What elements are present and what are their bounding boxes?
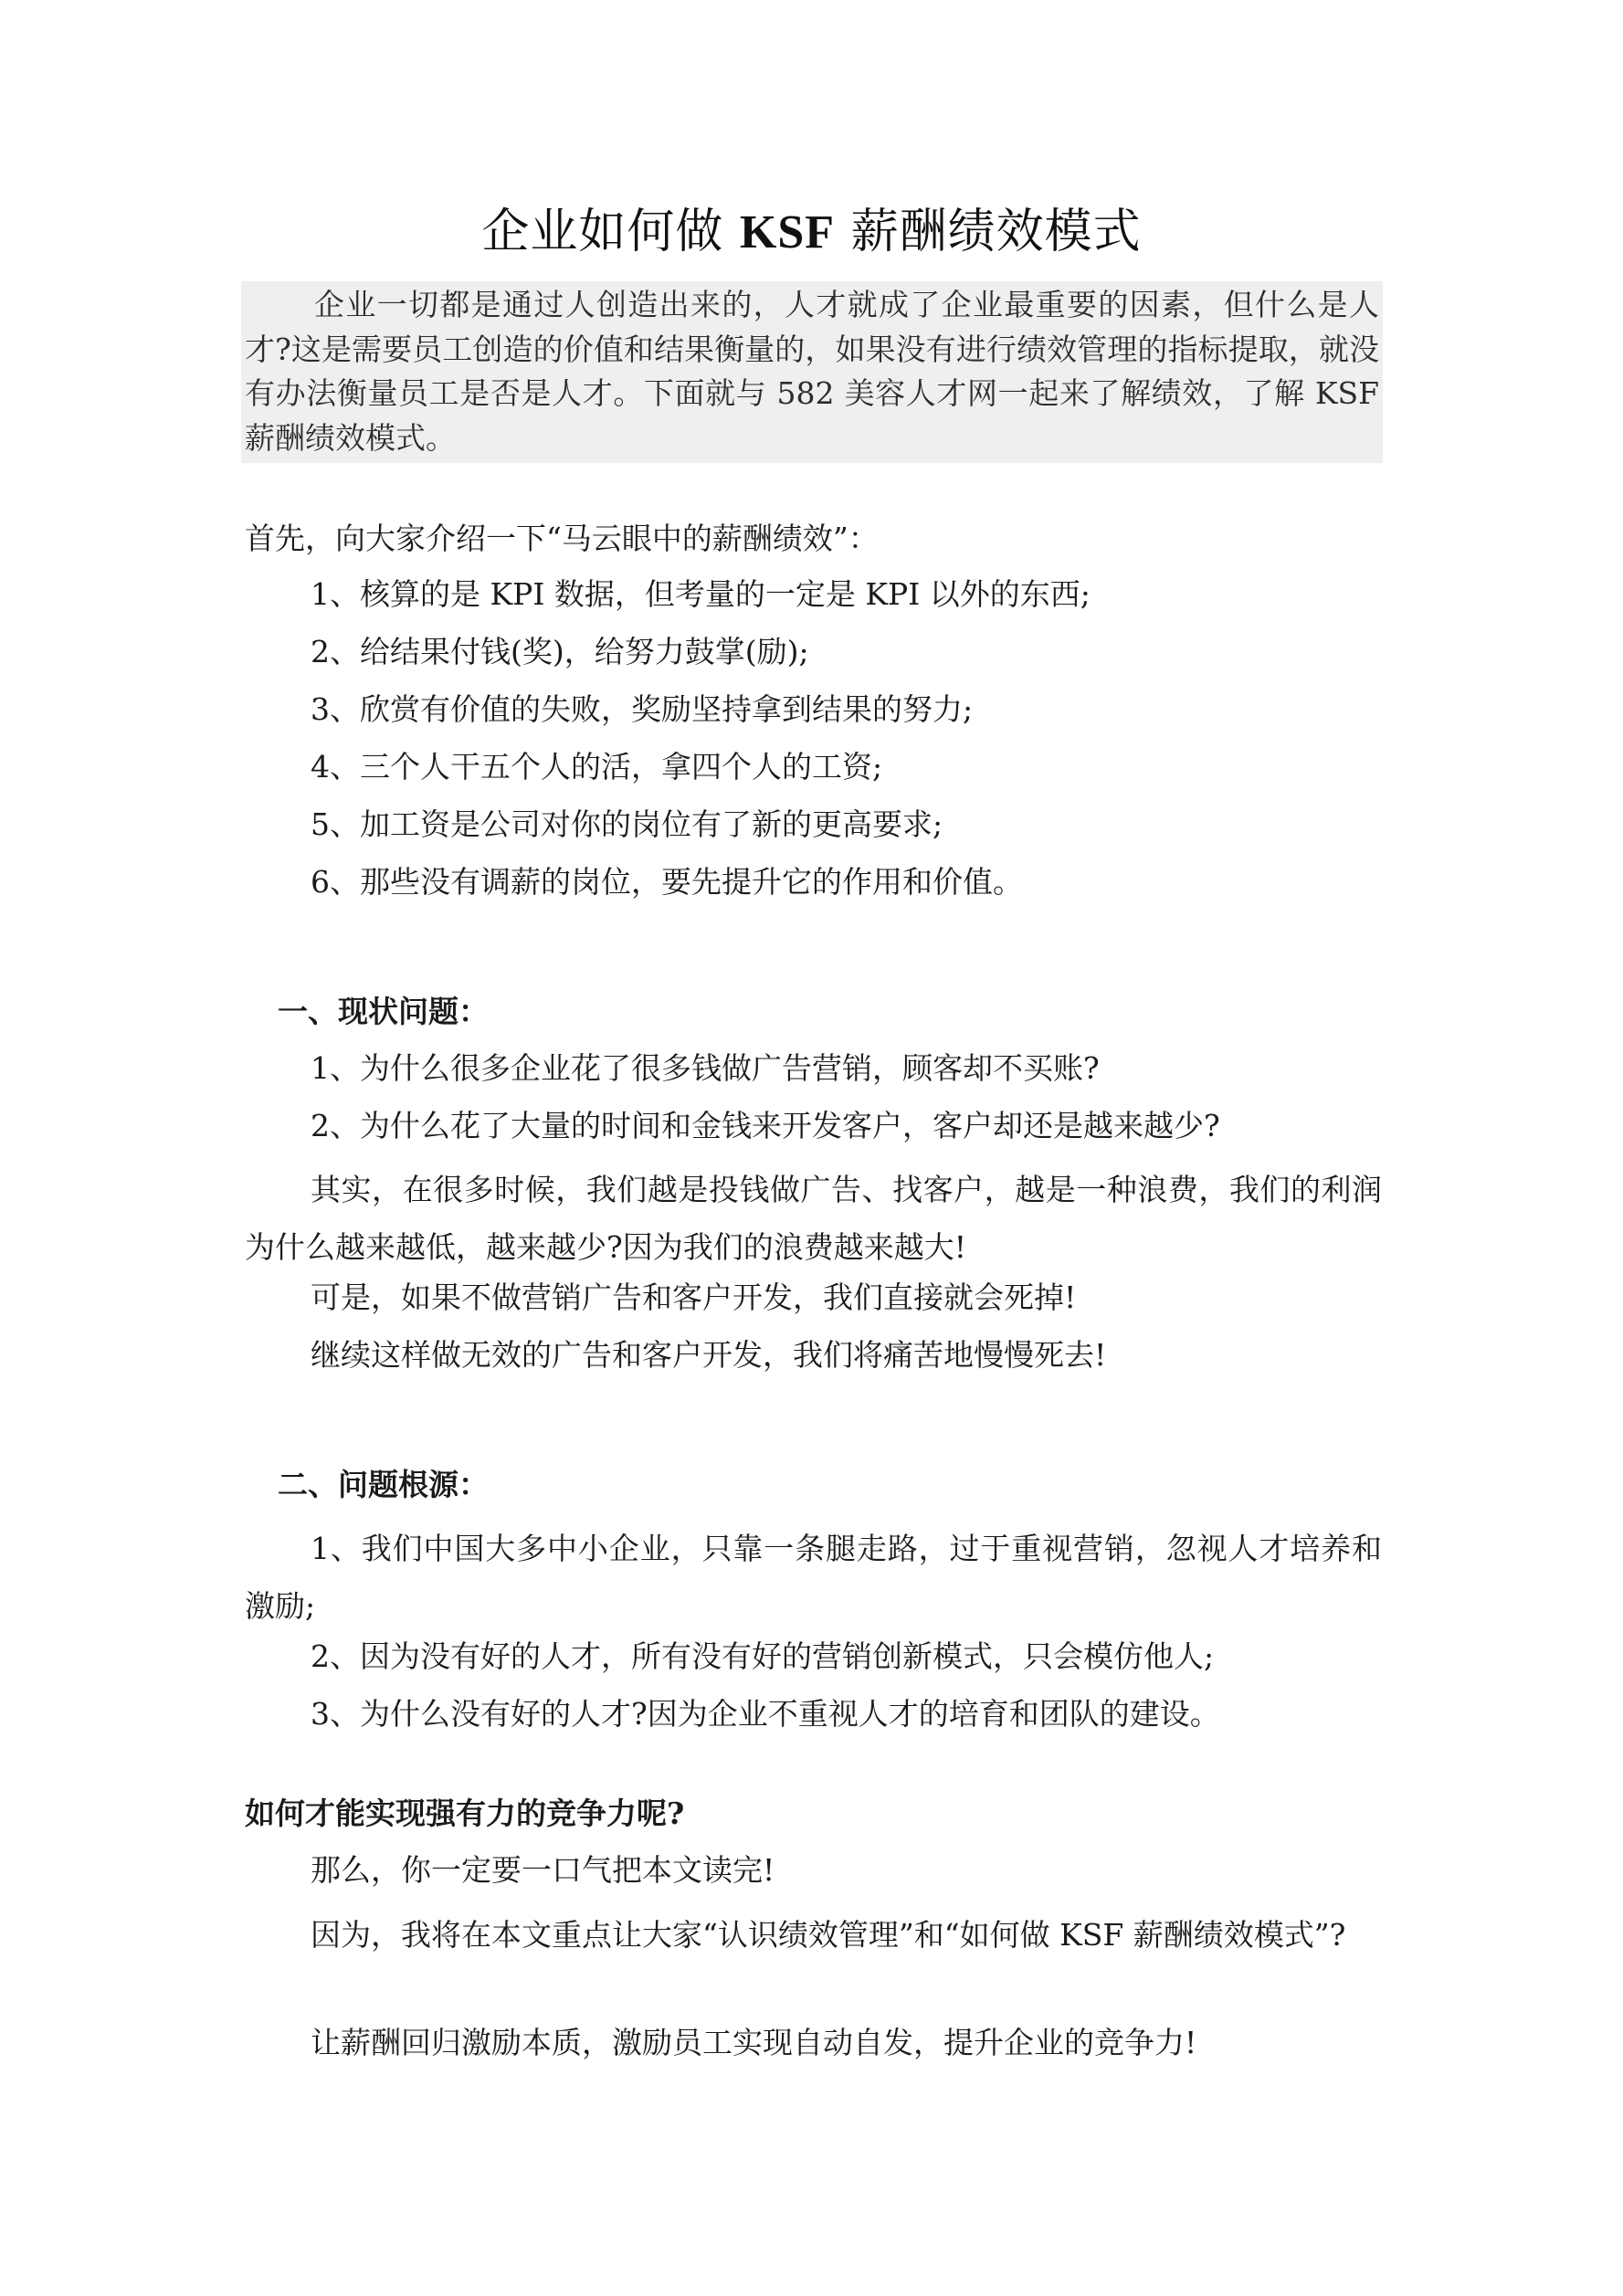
section3-heading: 如何才能实现强有力的竞争力呢? bbox=[245, 1796, 685, 1831]
document-title bbox=[0, 203, 1623, 262]
section2-heading: 二、问题根源： bbox=[278, 1467, 489, 1502]
section2-item-3: 3、为什么没有好的人才?因为企业不重视人才的培育和团队的建设。 bbox=[311, 1696, 1220, 1732]
section3-paragraph-2: 因为，我将在本文重点让大家“认识绩效管理”和“如何做 KSF 薪酬绩效模式”? bbox=[311, 1917, 1346, 1953]
section1-paragraph-1: 其实，在很多时候，我们越是投钱做广告、找客户，越是一种浪费，我们的利润为什么越来越低，越来越少?因为我们的浪费越来越大! bbox=[245, 1172, 1382, 1265]
section3-paragraph-1: 那么，你一定要一口气把本文读完! bbox=[311, 1852, 775, 1888]
section1-item-2: 2、为什么花了大量的时间和金钱来开发客户，客户却还是越来越少? bbox=[311, 1108, 1220, 1143]
opening-item-6: 6、那些没有调薪的岗位，要先提升它的作用和价值。 bbox=[311, 864, 1023, 900]
opening-lead: 首先，向大家介绍一下“马云眼中的薪酬绩效”： bbox=[245, 521, 879, 556]
opening-item-3: 3、欣赏有价值的失败，奖励坚持拿到结果的努力; bbox=[311, 691, 974, 727]
title-text-pre: 企业如何做 bbox=[481, 205, 740, 259]
section1-item-1: 1、为什么很多企业花了很多钱做广告营销，顾客却不买账? bbox=[311, 1050, 1100, 1086]
title-text-post: 薪酬绩效模式 bbox=[835, 205, 1142, 259]
section3-paragraph-3: 让薪酬回归激励本质，激励员工实现自动自发，提升企业的竞争力! bbox=[311, 2025, 1197, 2060]
section1-paragraph-2: 可是，如果不做营销广告和客户开发，我们直接就会死掉! bbox=[311, 1280, 1077, 1315]
intro-shaded-box bbox=[241, 281, 1383, 463]
section1-paragraph-3: 继续这样做无效的广告和客户开发，我们将痛苦地慢慢死去! bbox=[311, 1337, 1107, 1373]
opening-item-4: 4、三个人干五个人的活，拿四个人的工资; bbox=[311, 749, 883, 785]
section1-heading: 一、现状问题： bbox=[278, 994, 489, 1029]
section2-item-2: 2、因为没有好的人才，所有没有好的营销创新模式，只会模仿他人; bbox=[311, 1638, 1215, 1674]
opening-item-2: 2、给结果付钱(奖)，给努力鼓掌(励); bbox=[311, 634, 809, 669]
opening-item-5: 5、加工资是公司对你的岗位有了新的更高要求; bbox=[311, 806, 943, 842]
section2-item-1: 1、我们中国大多中小企业，只靠一条腿走路，过于重视营销，忽视人才培养和激励; bbox=[245, 1531, 1382, 1624]
opening-item-1: 1、核算的是 KPI 数据，但考量的一定是 KPI 以外的东西; bbox=[311, 576, 1091, 612]
title-text-latin: KSF bbox=[739, 206, 836, 258]
intro-paragraph: 企业一切都是通过人创造出来的，人才就成了企业最重要的因素，但什么是人才?这是需要员工创造的价值和结果衡量的，如果没有进行绩效管理的指标提取，就没有办法衡量员工是否是人才。下面就与 582 美容人才网一起来了解绩效，了解 KSF 薪酬绩效模式。 bbox=[245, 287, 1379, 456]
